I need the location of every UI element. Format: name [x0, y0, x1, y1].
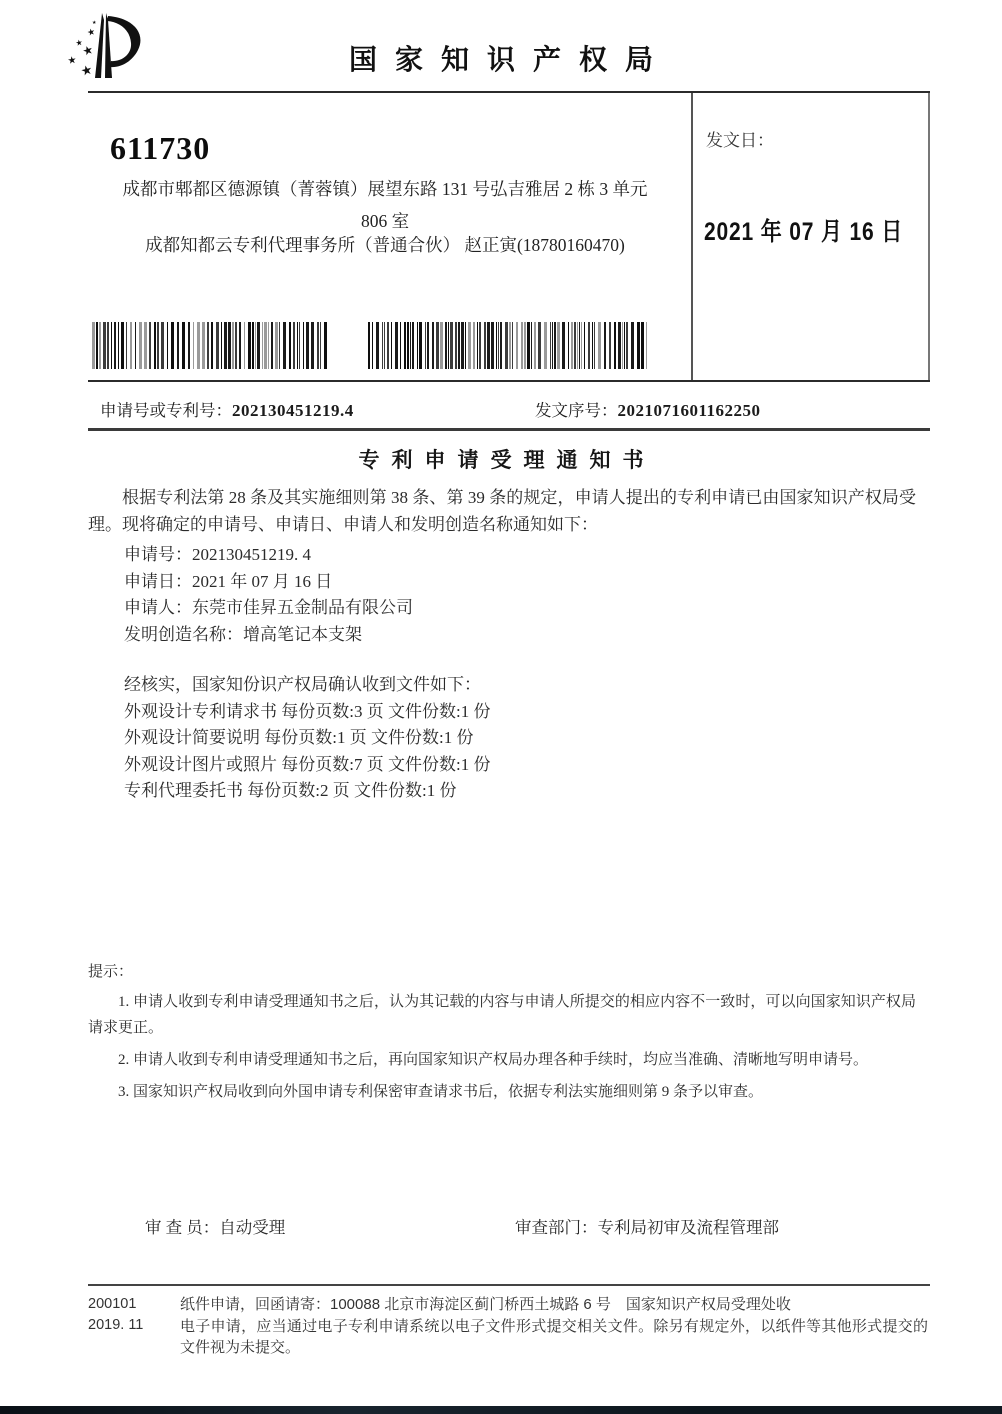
address-box-bottom-rule [88, 380, 930, 382]
received-documents [124, 672, 490, 805]
document-item: 专利代理委托书 每份页数:2 页 文件份数:1 份 [124, 781, 457, 800]
field-invention-name: 发明创造名称：增高笔记本支架 [124, 624, 362, 644]
document-item: 外观设计图片或照片 每份页数:7 页 文件份数:1 份 [124, 754, 491, 774]
field-application-date: 申请日：2021 年 07 月 16 日 [124, 571, 333, 591]
department-label: 审查部门： [515, 1218, 598, 1237]
svg-text:★: ★ [66, 54, 78, 67]
examiner-field [145, 1214, 285, 1238]
footer-rule [88, 1284, 930, 1286]
footer-form-version: 2019. 11 [88, 1317, 144, 1333]
scan-edge-shadow [0, 1406, 1002, 1414]
verify-intro: 经核实，国家知份识产权局确认收到文件如下： [124, 675, 481, 694]
serial-number-label: 发文序号： [535, 401, 618, 420]
tip-item-3: 3. 国家知识产权局收到向外国申请专利保密审查请求书后，依据专利法实施细则第 9 条予以审查。 [118, 1084, 764, 1100]
application-number-label: 申请号或专利号： [100, 401, 232, 420]
notice-intro-paragraph: 根据专利法第 28 条及其实施细则第 38 条、第 39 条的规定，申请人提出的专利申请已由国家知识产权局受理。现将确定的申请号、申请日、申请人和发明创造名称通知如下： [88, 488, 916, 534]
document-item: 外观设计简要说明 每份页数:1 页 文件份数:1 份 [124, 728, 474, 747]
barcode-serial [368, 322, 652, 369]
header-rule [88, 91, 930, 93]
svg-text:★: ★ [85, 26, 97, 38]
footer-codes [88, 1294, 143, 1336]
examiner-label: 审 查 员： [145, 1218, 220, 1237]
field-application-no: 申请号：202130451219. 4 [124, 545, 311, 564]
field-applicant: 申请人：东莞市佳昇五金制品有限公司 [124, 598, 413, 617]
svg-text:★: ★ [80, 42, 96, 59]
svg-text:★: ★ [92, 21, 97, 26]
serial-number-value: 2021071601162250 [617, 401, 761, 420]
tip-item-2: 2. 申请人收到专利申请受理通知书之后，再向国家知识产权局办理各种手续时，均应当准确、清晰地写明申请号。 [118, 1052, 869, 1068]
footer-paper-instruction: 纸件申请，回函请寄：100088 北京市海淀区蓟门桥西土城路 6 号 国家知识产权局受理处收 [180, 1296, 791, 1313]
footer-electronic-instruction: 电子申请，应当通过电子专利申请系统以电子文件形式提交相关文件。除另有规定外，以纸件等其他形式提交的文件视为未提交。 [180, 1317, 928, 1356]
application-number [100, 397, 354, 421]
dispatch-box-divider [691, 93, 693, 380]
recipient-address-line1: 成都市郫都区德源镇（菁蓉镇）展望东路 131 号弘吉雅居 2 栋 3 单元 [122, 179, 648, 199]
org-title: 国家知识产权局 [348, 45, 671, 76]
recipient-postcode: 611730 [110, 130, 211, 166]
svg-text:★: ★ [74, 37, 84, 48]
dispatch-box-right-edge [928, 93, 930, 380]
application-fields [124, 542, 413, 648]
department-value: 专利局初审及流程管理部 [597, 1218, 779, 1237]
tip-item-1: 1. 申请人收到专利申请受理通知书之后，认为其记载的内容与申请人所提交的相应内容不一致时，可以向国家知识产权局请求更正。 [88, 994, 916, 1036]
barcode-application [92, 322, 330, 369]
examiner-value: 自动受理 [219, 1218, 286, 1237]
application-number-value: 202130451219.4 [232, 401, 354, 420]
recipient-address-line2: 806 室 [360, 211, 410, 231]
department-field [515, 1214, 779, 1238]
footer-form-code: 200101 [88, 1296, 137, 1312]
dispatch-date-label: 发文日： [706, 131, 774, 150]
footer-instructions [180, 1294, 928, 1359]
dispatch-date-value: 2021 年 07 月 16 日 [704, 218, 904, 246]
serial-number [535, 397, 761, 421]
numbers-row-bottom-rule [88, 428, 930, 431]
recipient-agency-line: 成都知都云专利代理事务所（普通合伙） 赵正寅(18780160470) [145, 235, 625, 255]
svg-text:★: ★ [79, 61, 95, 79]
document-item: 外观设计专利请求书 每份页数:3 页 文件份数:1 份 [124, 701, 491, 721]
tips-heading: 提示： [88, 964, 134, 980]
tips-section [88, 960, 916, 1111]
notice-title: 专利申请受理通知书 [358, 448, 656, 472]
